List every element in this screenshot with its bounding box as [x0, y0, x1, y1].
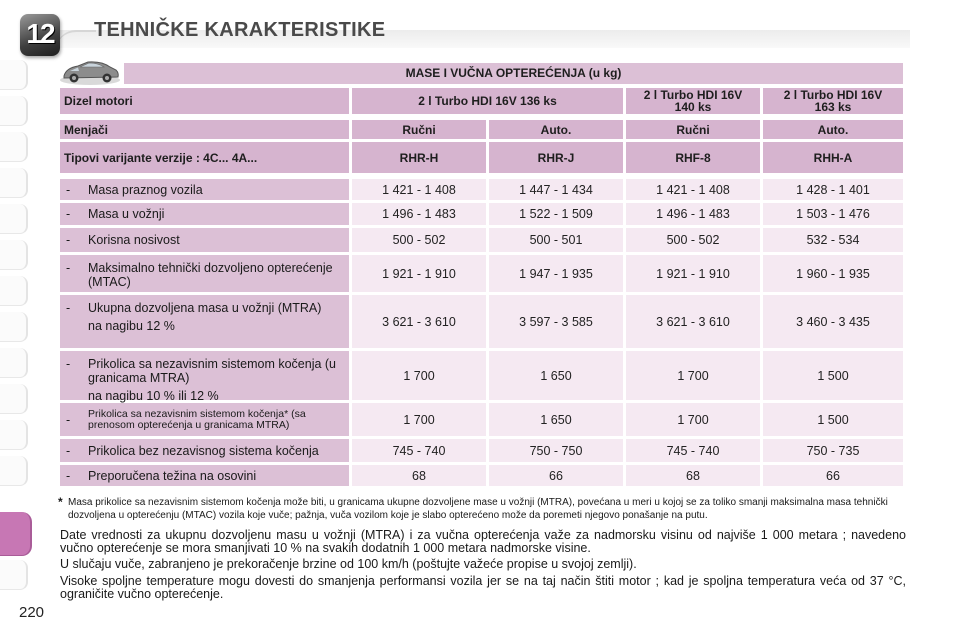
variant-cell: RHR-J — [489, 142, 626, 176]
row-label-text: Masa u vožnji — [88, 207, 165, 221]
value-cell: 1 700 — [352, 351, 489, 403]
chapter-tab-active[interactable] — [0, 512, 32, 556]
value-cell: 500 - 502 — [352, 228, 489, 255]
row-label — [60, 295, 352, 351]
value-cell: 745 - 740 — [352, 439, 489, 465]
weights-table — [60, 88, 903, 489]
row-dash: - — [66, 412, 71, 427]
value-cell: 532 - 534 — [763, 228, 903, 255]
row-label-sub: na nagibu 12 % — [88, 319, 175, 333]
value-cell: 750 - 750 — [489, 439, 626, 465]
value-cell: 1 700 — [626, 403, 763, 439]
row-label-text: Maksimalno tehnički dozvoljeno opterećenje (MTAC) — [88, 261, 333, 289]
row-dash: - — [66, 207, 71, 221]
value-cell: 3 621 - 3 610 — [352, 295, 489, 351]
row-dash: - — [66, 261, 71, 275]
value-cell: 1 921 - 1 910 — [352, 255, 489, 295]
value-cell: 1 500 — [763, 403, 903, 439]
row-label-text: Masa praznog vozila — [88, 182, 203, 197]
row-label — [60, 203, 352, 228]
engine-a: 2 l Turbo HDI 16V 136 ks — [352, 88, 626, 117]
value-cell: 1 650 — [489, 403, 626, 439]
value-cell: 1 428 - 1 401 — [763, 179, 903, 203]
chapter-tab[interactable] — [0, 560, 28, 590]
value-cell: 1 421 - 1 408 — [352, 179, 489, 203]
value-cell: 1 960 - 1 935 — [763, 255, 903, 295]
engine-b: 2 l Turbo HDI 16V 140 ks — [626, 88, 763, 117]
value-cell: 1 496 - 1 483 — [626, 203, 763, 228]
row-dash: - — [66, 233, 71, 247]
gearbox-cell: Auto. — [489, 120, 626, 142]
row-label — [60, 351, 352, 403]
footnote — [58, 497, 906, 522]
value-cell: 750 - 735 — [763, 439, 903, 465]
value-cell: 1 650 — [489, 351, 626, 403]
value-cell: 500 - 501 — [489, 228, 626, 255]
value-cell: 68 — [626, 465, 763, 489]
value-cell: 500 - 502 — [626, 228, 763, 255]
value-cell: 66 — [763, 465, 903, 489]
page-title: TEHNIČKE KARAKTERISTIKE — [94, 19, 386, 41]
footnote-text: Masa prikolice sa nezavisnim sistemom kočenja može biti, u granicama ukupne dozvoljene mase u vožnji (MTRA), povećana u meri u kojoj se za toliko smanji maksimalna masa tehnički dozvoljena u opterećenju (MTAC) vozila koje vuče; pažnja, vuča vozilom koje je slabo opterećeno može da poremeti njegovo ponašanje na putu. — [68, 497, 888, 521]
value-cell: 3 460 - 3 435 — [763, 295, 903, 351]
row-label-text: Korisna nosivost — [88, 233, 180, 247]
row-label — [60, 179, 352, 203]
value-cell: 1 921 - 1 910 — [626, 255, 763, 295]
variant-cell: RHF-8 — [626, 142, 763, 176]
variant-cell: RHR-H — [352, 142, 489, 176]
gearbox-cell: Auto. — [763, 120, 903, 142]
row-dash: - — [66, 182, 71, 197]
chapter-tab[interactable] — [0, 456, 28, 486]
value-cell: 3 621 - 3 610 — [626, 295, 763, 351]
row-label-text: Prikolica bez nezavisnog sistema kočenja — [88, 443, 319, 458]
chapter-tab[interactable] — [0, 420, 28, 450]
value-cell: 1 421 - 1 408 — [626, 179, 763, 203]
chapter-tab[interactable] — [0, 132, 28, 162]
chapter-tab-strip — [0, 0, 34, 640]
row-label — [60, 403, 352, 439]
row-label — [60, 439, 352, 465]
chapter-tab[interactable] — [0, 384, 28, 414]
gearbox-cell: Ručni — [626, 120, 763, 142]
page-number: 220 — [19, 604, 45, 621]
gearbox-cell: Ručni — [352, 120, 489, 142]
car-icon — [58, 58, 122, 86]
value-cell: 1 496 - 1 483 — [352, 203, 489, 228]
value-cell: 68 — [352, 465, 489, 489]
table-title: MASE I VUČNA OPTEREĆENJA (u kg) — [124, 63, 903, 84]
chapter-tab[interactable] — [0, 240, 28, 270]
value-cell: 1 700 — [352, 403, 489, 439]
variant-row-label: Tipovi varijante verzije : 4C... 4A... — [60, 142, 352, 176]
row-dash: - — [66, 443, 71, 458]
gearbox-row-label: Menjači — [60, 120, 352, 142]
row-dash: - — [66, 301, 71, 315]
value-cell: 1 947 - 1 935 — [489, 255, 626, 295]
row-label — [60, 255, 352, 295]
paragraph-altitude: Date vrednosti za ukupnu dozvoljenu masu u vožnji (MTRA) i za vučna opterećenja važe za nadmorsku visinu od najviše 1 000 metara ; navedeno vučno opterećenje se mora smanjivati 10 % na svakih dodatnih 1 000 metara nadmorske visine. — [60, 528, 906, 555]
row-label — [60, 465, 352, 489]
row-label-sub: na nagibu 10 % ili 12 % — [88, 389, 219, 403]
value-cell: 1 447 - 1 434 — [489, 179, 626, 203]
value-cell: 1 522 - 1 509 — [489, 203, 626, 228]
engine-row-label: Dizel motori — [60, 88, 352, 117]
chapter-tab[interactable] — [0, 348, 28, 378]
value-cell: 66 — [489, 465, 626, 489]
chapter-tab[interactable] — [0, 168, 28, 198]
paragraph-speed: U slučaju vuče, zabranjeno je prekoračenje brzine od 100 km/h (poštujte važeće propise u svojoj zemlji). — [60, 557, 637, 571]
row-label-text: Prikolica sa nezavisnim sistemom kočenja (u granicama MTRA) — [88, 357, 337, 385]
value-cell: 1 500 — [763, 351, 903, 403]
chapter-tab[interactable] — [0, 276, 28, 306]
chapter-tab[interactable] — [0, 60, 28, 90]
value-cell: 745 - 740 — [626, 439, 763, 465]
row-label-text: Preporučena težina na osovini — [88, 468, 257, 483]
chapter-tab[interactable] — [0, 96, 28, 126]
value-cell: 1 503 - 1 476 — [763, 203, 903, 228]
paragraph-temperature: Visoke spoljne temperature mogu dovesti do smanjenja performansi vozila jer se na taj način štiti motor ; kad je spoljna temperatura veća od 37 °C, ograničite vučno opterećenje. — [60, 574, 906, 601]
variant-cell: RHH-A — [763, 142, 903, 176]
row-label-text: Ukupna dozvoljena masa u vožnji (MTRA) — [88, 301, 322, 315]
row-dash: - — [66, 468, 71, 483]
value-cell: 1 700 — [626, 351, 763, 403]
row-dash: - — [66, 357, 71, 371]
engine-c: 2 l Turbo HDI 16V 163 ks — [763, 88, 903, 117]
chapter-tab[interactable] — [0, 312, 28, 342]
value-cell: 3 597 - 3 585 — [489, 295, 626, 351]
footnote-marker: * — [58, 495, 63, 509]
row-label-text: Prikolica sa nezavisnim sistemom kočenja* (sa prenosom opterećenja u granicama MTRA) — [88, 407, 306, 431]
row-label — [60, 228, 352, 255]
chapter-badge — [20, 14, 60, 56]
chapter-number: 12 — [26, 18, 54, 49]
chapter-tab[interactable] — [0, 204, 28, 234]
